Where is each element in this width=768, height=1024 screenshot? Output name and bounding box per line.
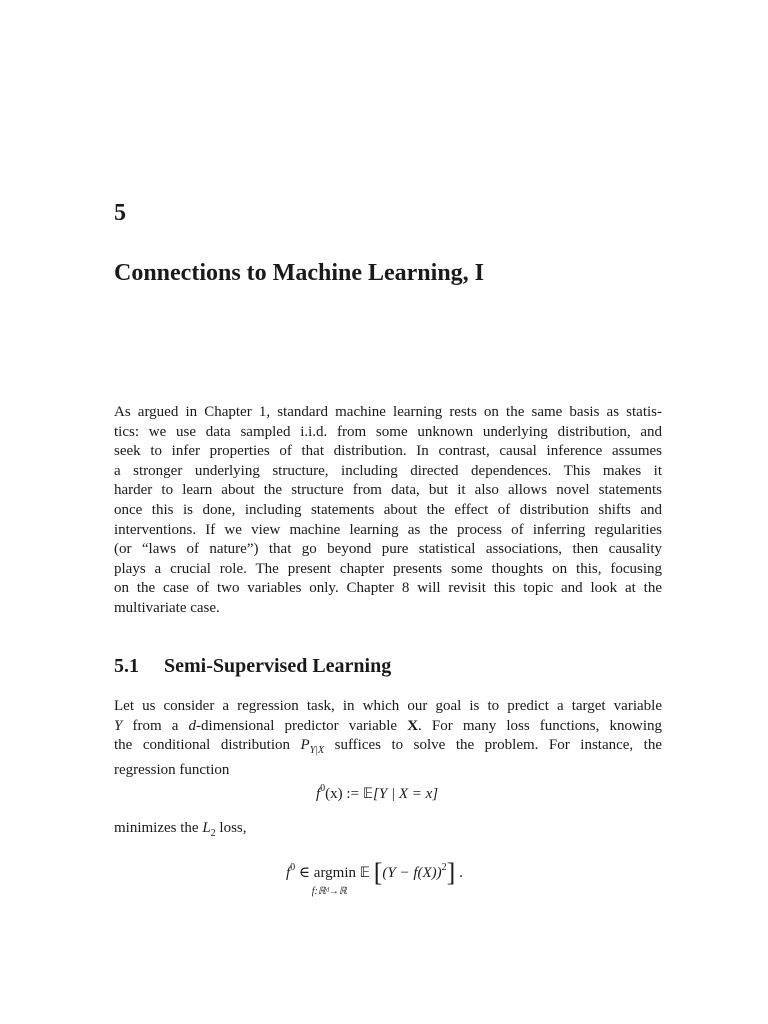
eq-superscript: 0 bbox=[320, 783, 326, 794]
eq-operator: ∈ bbox=[295, 865, 314, 881]
text-run: loss, bbox=[215, 820, 247, 836]
right-bracket: ] bbox=[446, 858, 456, 887]
regression-line: regression function bbox=[114, 761, 230, 778]
expectation-symbol: 𝔼 bbox=[362, 786, 374, 802]
intro-line: on the case of two variables only. Chapter 8 will revisit this topic and look at the bbox=[114, 580, 662, 597]
intro-line: a stronger underlying structure, including directed dependences. This makes it bbox=[114, 462, 662, 479]
regression-line: Let us consider a regression task, in which our goal is to predict a target variable bbox=[114, 698, 662, 714]
var-x-bold: X bbox=[407, 717, 419, 734]
var-y: Y bbox=[114, 717, 123, 734]
text-run: from a bbox=[122, 717, 189, 734]
eq-operator: := bbox=[342, 786, 363, 802]
intro-line: (or “laws of nature”) that go beyond pure statistical associations, then causality bbox=[114, 541, 662, 558]
section-heading bbox=[114, 655, 391, 678]
chapter-number: 5 bbox=[114, 200, 126, 226]
var-d: d bbox=[188, 717, 197, 734]
intro-line: As argued in Chapter 1, standard machine learning rests on the same basis as statis- bbox=[114, 404, 662, 420]
expectation-symbol: 𝔼 bbox=[359, 865, 370, 881]
eq-superscript: 2 bbox=[441, 862, 447, 873]
p-subscript: Y|X bbox=[309, 745, 325, 757]
argmin-label: argmin bbox=[313, 865, 356, 881]
intro-line: plays a crucial role. The present chapter presents some thoughts on this, focusing bbox=[114, 560, 662, 577]
text-run: minimizes the bbox=[114, 820, 203, 836]
regression-paragraph bbox=[114, 697, 662, 780]
argmin-operator bbox=[311, 865, 356, 897]
equation-argmin bbox=[286, 858, 463, 897]
eq-argument: (x) bbox=[325, 786, 343, 802]
text-run: suffices to solve the problem. For instance, the bbox=[324, 737, 663, 754]
var-l: L bbox=[202, 820, 211, 836]
regression-line bbox=[114, 717, 662, 737]
intro-line: interventions. If we view machine learning as the process of inferring regularities bbox=[114, 521, 662, 538]
equation-regression-function bbox=[316, 783, 438, 803]
text-run: . For many loss functions, knowing bbox=[418, 717, 662, 734]
eq-expression: [Y | X = x] bbox=[373, 786, 439, 802]
eq-expression: (Y − f(X)) bbox=[382, 865, 442, 881]
left-bracket: [ bbox=[373, 858, 383, 887]
eq-symbol: f bbox=[316, 786, 321, 802]
eq-symbol: f bbox=[286, 865, 291, 881]
section-number: 5.1 bbox=[114, 655, 139, 677]
eq-superscript: 0 bbox=[290, 862, 296, 873]
section-title: Semi-Supervised Learning bbox=[164, 655, 392, 677]
text-after-equation bbox=[114, 820, 247, 839]
regression-line bbox=[114, 736, 662, 761]
text-run: the conditional distribution bbox=[114, 737, 301, 754]
intro-line: once this is done, including statements about the effect of distribution shifts and bbox=[114, 501, 662, 518]
intro-line: seek to infer properties of that distribution. In contrast, causal inference assumes bbox=[114, 443, 662, 460]
intro-line: multivariate case. bbox=[114, 599, 220, 616]
intro-paragraph bbox=[114, 403, 662, 619]
text-run: -dimensional predictor variable bbox=[196, 717, 408, 734]
intro-line: harder to learn about the structure from data, but it also allows novel statements bbox=[114, 482, 662, 499]
var-p: P bbox=[300, 737, 310, 754]
intro-line: tics: we use data sampled i.i.d. from some unknown underlying distribution, and bbox=[114, 423, 662, 440]
argmin-subscript: f:ℝᵈ→ℝ bbox=[311, 886, 347, 897]
chapter-title: Connections to Machine Learning, I bbox=[114, 260, 485, 286]
eq-period: . bbox=[459, 865, 463, 881]
l-subscript: 2 bbox=[210, 828, 216, 839]
